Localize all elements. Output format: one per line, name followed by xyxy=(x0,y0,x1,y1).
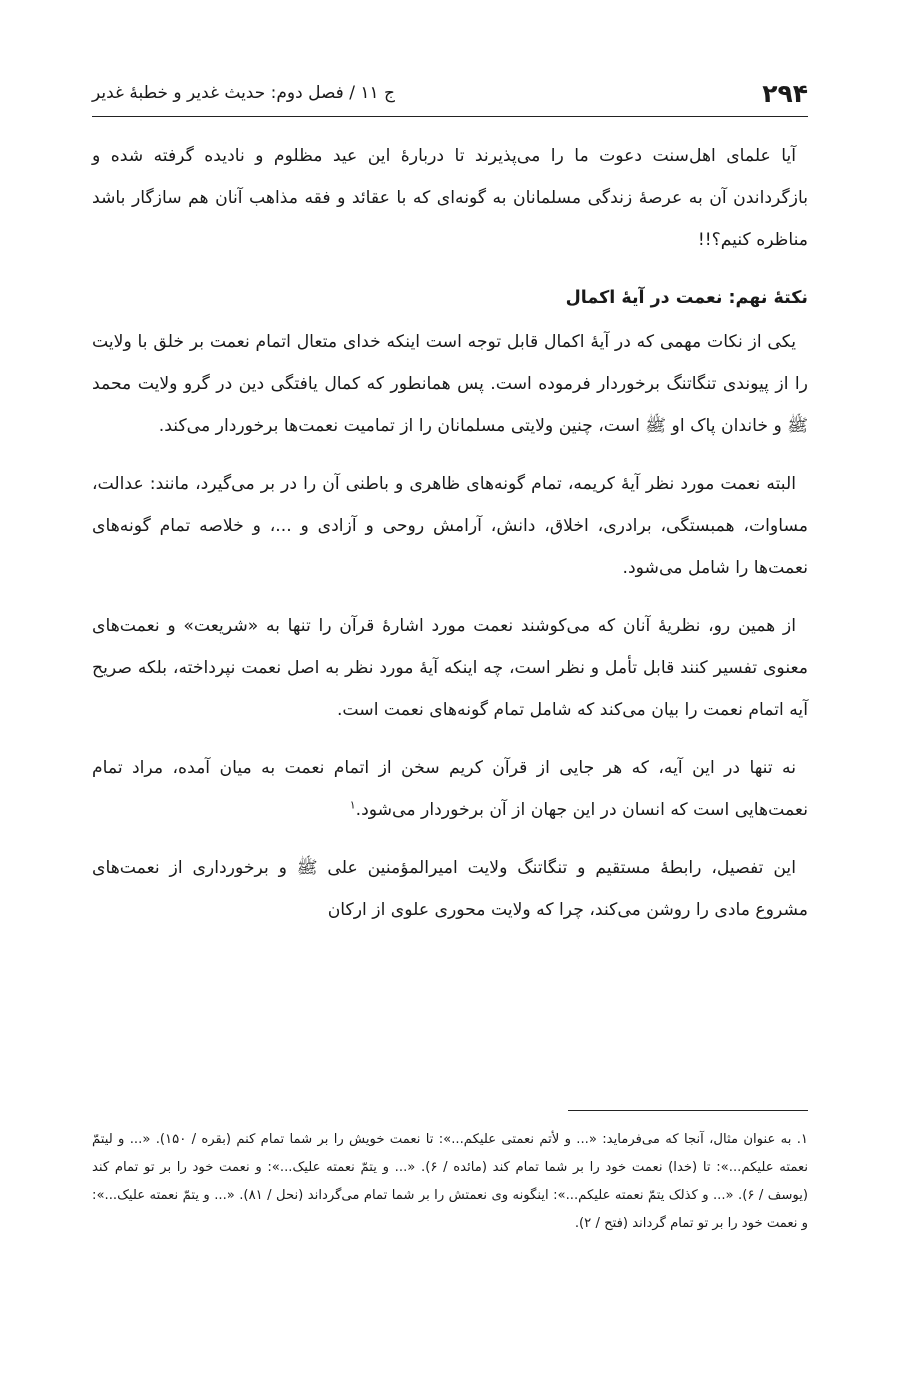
page-number: ۲۹۴ xyxy=(762,78,808,108)
section-heading: نکتهٔ نهم: نعمت در آیهٔ اکمال xyxy=(565,288,808,308)
footnote-marker[interactable]: ۱ xyxy=(349,798,356,812)
body-text xyxy=(92,135,808,947)
running-title: ج ۱۱ / فصل دوم: حديث غدير و خطبهٔ غدير xyxy=(92,83,396,103)
page-header xyxy=(92,70,808,117)
paragraph: البته نعمت مورد نظر آیهٔ کریمه، تمام گونه‌های ظاهری و باطنی آن را در بر می‌گیرد، مانند: عدالت، مساوات، همبستگی، برادری، اخلاق، دانش، آرامش روحی و آزادی و ...، و خلاصه تمام گونه‌های نعمت‌ها را شامل می‌شود. xyxy=(92,474,808,578)
paragraph-text: نه تنها در این آیه، که هر جایی از قرآن کریم سخن از اتمام نعمت به میان آمده، مراد تمام نعمت‌هایی است که انسان در این جهان از آن برخوردار می‌شود. xyxy=(92,758,808,820)
paragraph: این تفصیل، رابطهٔ مستقیم و تنگاتنگ ولایت امیرالمؤمنین علی ﷺ و برخورداری از نعمت‌های مشروع مادی را روشن می‌کند، چرا که ولایت محوری علوی از ارکان xyxy=(92,858,808,920)
paragraph-with-note xyxy=(92,747,808,831)
paragraph: از همین رو، نظریهٔ آنان که می‌کوشند نعمت مورد اشارهٔ قرآن را تنها به «شریعت» و نعمت‌های معنوی تفسیر کنند قابل تأمل و نظر است، چه اینکه آیهٔ مورد نظر به اصل نعمت نپرداخته، بلکه صریح آیه اتمام نعمت را بیان می‌کند که شامل تمام گونه‌های نعمت است. xyxy=(92,616,808,720)
paragraph: آیا علمای اهل‌سنت دعوت ما را می‌پذیرند تا دربارهٔ این عید مظلوم و نادیده گرفته شده و بازگرداندن آن به عرصهٔ زندگی مسلمانان به گونه‌ای که با عقائد و فقه مذاهب آنان هم سازگار باشد مناظره کنیم؟!! xyxy=(92,146,808,250)
footnote-1: ۱. به عنوان مثال، آنجا که می‌فرماید: «... و لأتم نعمتی علیکم...»: تا نعمت خویش را بر شما تمام کنم (بقره / ۱۵۰). «... و لیتمّ نعمته علیکم...»: تا (خدا) نعمت خود را بر شما تمام کند (مائده / ۶). «... و یتمّ نعمته علیک...»: و نعمت خود را بر تو تمام کند (یوسف / ۶). «... و کذلک یتمّ نعمته علیکم...»: اینگونه وی نعمتش را بر شما تمام می‌گرداند (نحل / ۸۱). «... و یتمّ نعمته علیک...»: و نعمت خود را بر تو تمام گرداند (فتح / ۲). xyxy=(92,1132,809,1231)
paragraph: یکی از نکات مهمی که در آیهٔ اکمال قابل توجه است اینکه خدای متعال اتمام نعمت بر خلق با ولایت را از پیوندی تنگاتنگ برخوردار فرموده است. پس همانطور که کمال یافتگی دین در گرو ولایت محمد ﷺ و خاندان پاک او ﷺ است، چنین ولایتی مسلمانان را از تمامیت نعمت‌ها برخوردار می‌کند. xyxy=(92,332,808,436)
footnote-divider xyxy=(568,1110,808,1111)
footnotes xyxy=(92,1126,808,1238)
